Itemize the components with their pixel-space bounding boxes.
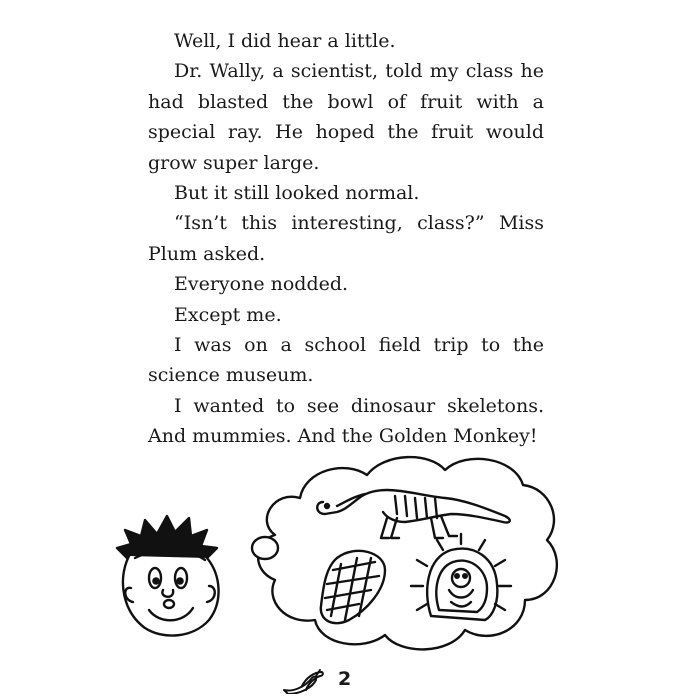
story-text (148, 26, 544, 452)
paragraph: I was on a school field trip to the science museum. (148, 334, 544, 387)
paragraph: Everyone nodded. (174, 273, 349, 296)
illustration (105, 440, 565, 655)
paragraph: But it still looked normal. (174, 182, 420, 205)
paragraph: I wanted to see dinosaur skeletons. And mummies. And the Golden Monkey! (148, 394, 544, 448)
paragraph: “Isn’t this interesting, class?” Miss Plum asked. (148, 212, 544, 265)
banana-icon (278, 668, 330, 694)
paragraph: Dr. Wally, a scientist, told my class he had blasted the bowl of fruit with a special ray. He hoped the fruit would grow super large. (148, 60, 544, 174)
page-footer (278, 668, 398, 698)
boy-face-icon (117, 516, 219, 636)
paragraph: Well, I did hear a little. (174, 30, 396, 52)
thought-bubble-icon (252, 457, 557, 649)
page-number: 2 (338, 668, 352, 690)
paragraph: Except me. (174, 303, 282, 326)
